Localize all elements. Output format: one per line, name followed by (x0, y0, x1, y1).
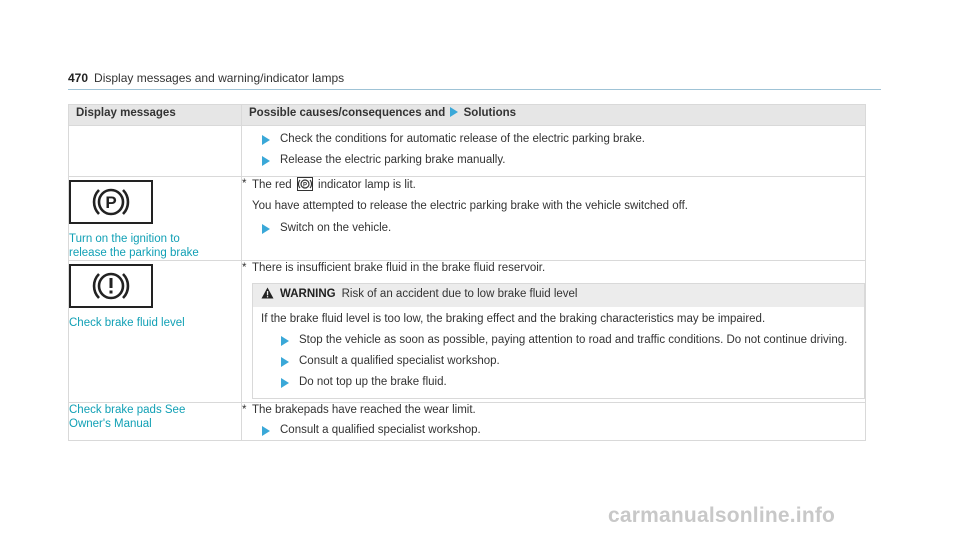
svg-text:P: P (105, 193, 117, 212)
watermark: carmanualsonline.info (608, 504, 836, 527)
table-row (69, 261, 866, 403)
solution-arrow-icon (262, 426, 270, 436)
display-message: Check brake fluid level (69, 317, 185, 329)
page-title: Display messages and warning/indicator lamps (94, 71, 345, 85)
table-row (69, 126, 866, 177)
page-number: 470 (68, 71, 89, 85)
causes-cell (242, 126, 866, 177)
solution-step: Switch on the vehicle. (262, 221, 865, 236)
solution-step: Do not top up the brake fluid. (281, 375, 856, 390)
parking-brake-indicator-icon (297, 177, 313, 196)
message-cell (69, 261, 242, 403)
solution-arrow-icon (262, 156, 270, 166)
table-header-row (69, 105, 866, 126)
solution-arrow-icon (281, 357, 289, 367)
message-cell (69, 177, 242, 261)
cause-item: * There is insufficient brake fluid in the brake fluid reservoir. (242, 262, 546, 274)
header-rule (68, 89, 881, 90)
solution-arrow-icon (262, 224, 270, 234)
solution-step: Consult a qualified specialist workshop. (281, 354, 856, 369)
warning-text: If the brake fluid level is too low, the braking effect and the braking characteristics may be impaired. (261, 313, 766, 325)
message-cell-empty (69, 126, 242, 177)
solution-arrow-icon (450, 107, 458, 117)
svg-text:P: P (302, 182, 307, 189)
table-row (69, 403, 866, 441)
display-message: Check brake pads See Owner's Manual (69, 404, 186, 430)
cause-item: * The red P indicator lamp is lit. (242, 177, 865, 196)
causes-cell (242, 261, 866, 403)
brake-warning-icon (69, 264, 153, 308)
column-header-display-messages: Display messages (69, 105, 242, 126)
cause-detail: You have attempted to release the electric parking brake with the vehicle switched off. (252, 200, 688, 212)
solution-step: Stop the vehicle as soon as possible, paying attention to road and traffic conditions. Do not continue driving. (281, 333, 856, 348)
causes-cell (242, 403, 866, 441)
warning-triangle-icon (261, 287, 274, 304)
column-header-causes (242, 105, 866, 126)
messages-table (68, 104, 866, 441)
page-header (68, 71, 344, 85)
solution-step: Release the electric parking brake manually. (262, 153, 865, 168)
display-message: Turn on the ignition to release the parking brake (69, 233, 199, 259)
warning-body (253, 307, 864, 398)
solution-step: Check the conditions for automatic release of the electric parking brake. (262, 132, 865, 147)
column-header-causes-label: Possible causes/consequences and (249, 107, 446, 119)
warning-box (252, 283, 865, 399)
solution-arrow-icon (281, 378, 289, 388)
table-row (69, 177, 866, 261)
solution-arrow-icon (281, 336, 289, 346)
warning-label: WARNING (280, 288, 336, 300)
message-cell (69, 403, 242, 441)
cause-item: * The brakepads have reached the wear limit. (242, 404, 476, 416)
warning-title: Risk of an accident due to low brake fluid level (341, 288, 578, 300)
column-header-solutions-label: Solutions (463, 107, 517, 119)
causes-cell (242, 177, 866, 261)
solution-step: Consult a qualified specialist workshop. (262, 423, 865, 438)
parking-brake-icon (69, 180, 153, 224)
warning-header (253, 284, 864, 307)
solution-arrow-icon (262, 135, 270, 145)
